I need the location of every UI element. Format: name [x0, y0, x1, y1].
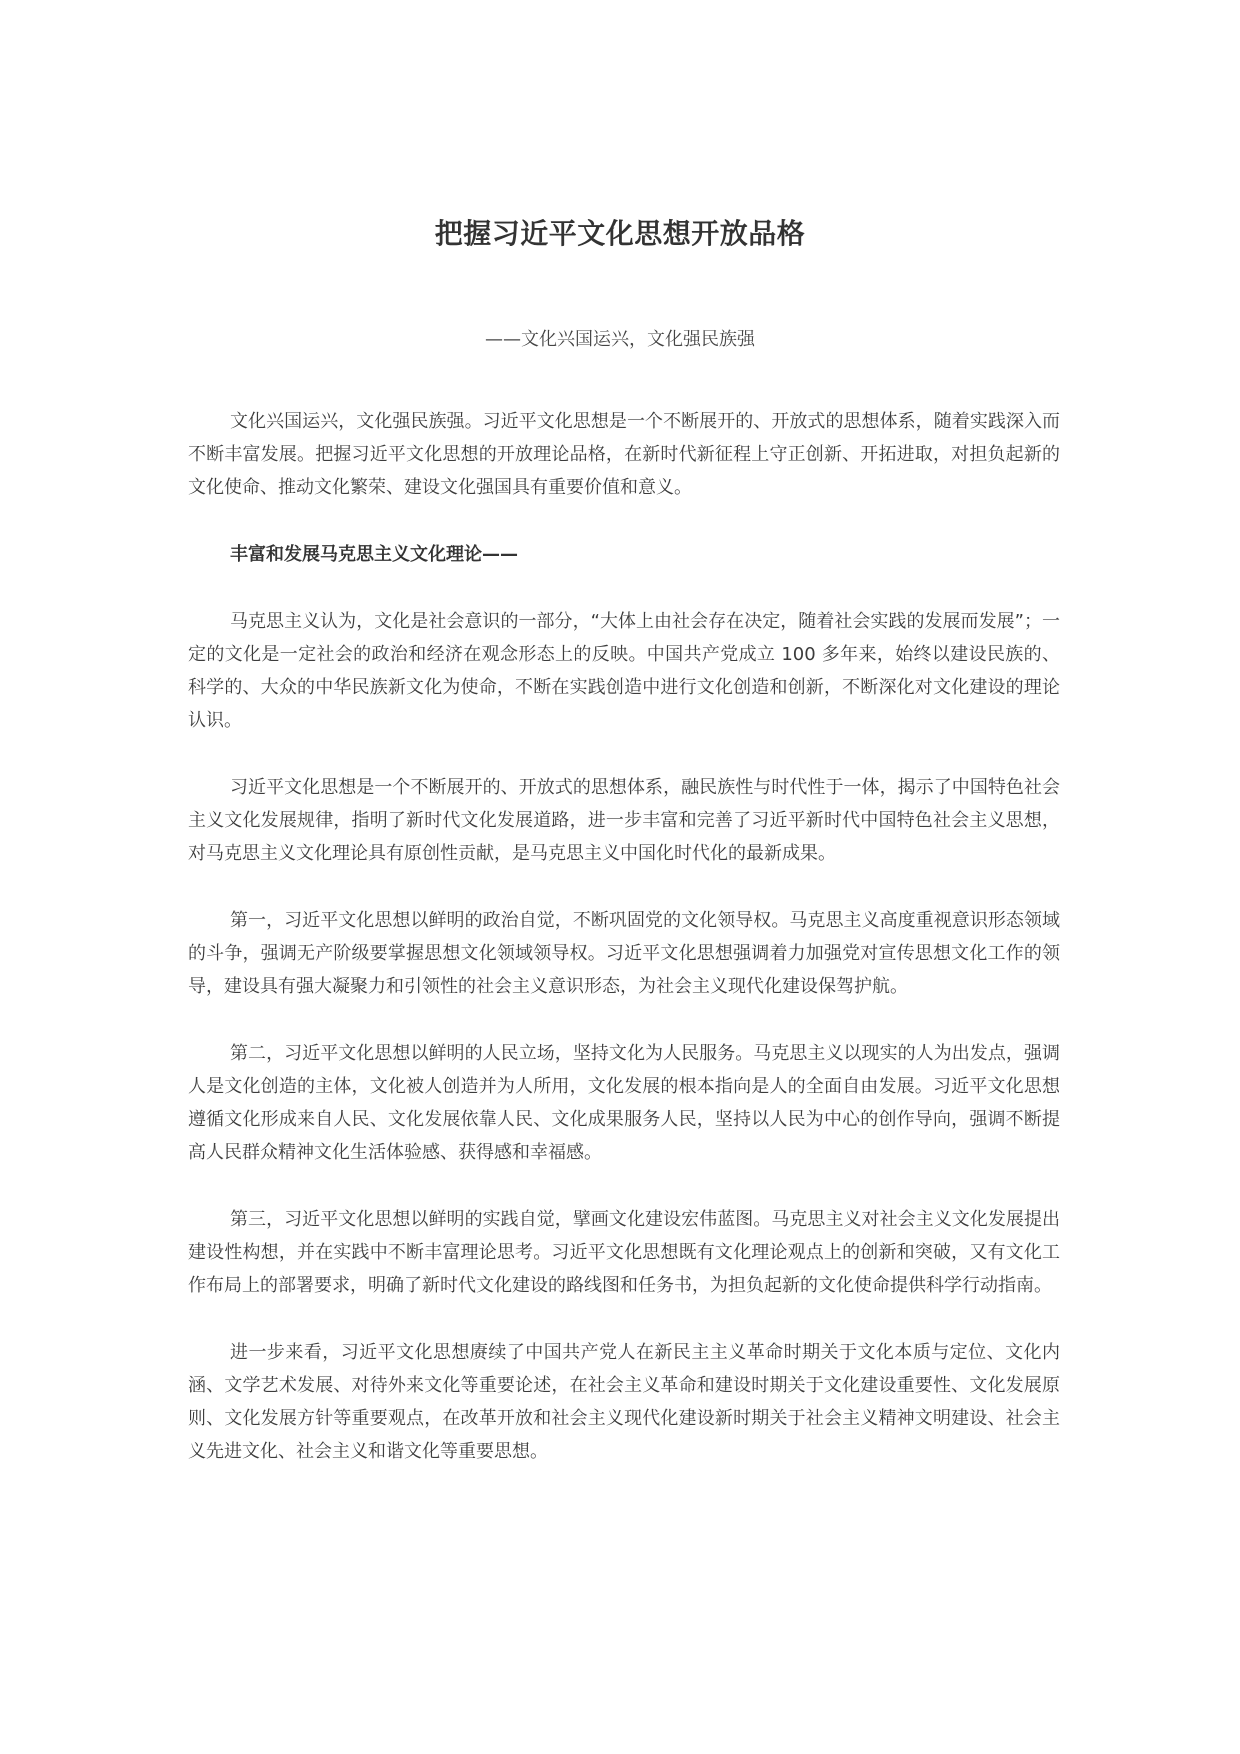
document-subtitle: ——文化兴国运兴，文化强民族强 — [485, 329, 755, 350]
paragraph-marxism: 马克思主义认为，文化是社会意识的一部分，“大体上由社会存在决定，随着社会实践的发展而发展”；一定的文化是一定社会的政治和经济在观念形态上的反映。中国共产党成立 100 多年来，始终以建设民族的、科学的、大众的中华民族新文化为使命，不断在实践创造中进行文化创造和创新，不断深化对文化建设的理论认识。 — [188, 611, 1060, 731]
paragraph-third: 第三，习近平文化思想以鲜明的实践自觉，擘画文化建设宏伟蓝图。马克思主义对社会主义文化发展提出建设性构想，并在实践中不断丰富理论思考。习近平文化思想既有文化理论观点上的创新和突破，又有文化工作布局上的部署要求，明确了新时代文化建设的路线图和任务书，为担负起新的文化使命提供科学行动指南。 — [188, 1209, 1060, 1296]
document-body — [188, 405, 1060, 1502]
document-title: 把握习近平文化思想开放品格 — [434, 217, 806, 250]
paragraph-first: 第一，习近平文化思想以鲜明的政治自觉，不断巩固党的文化领导权。马克思主义高度重视意识形态领域的斗争，强调无产阶级要掌握思想文化领域领导权。习近平文化思想强调着力加强党对宣传思想文化工作的领导，建设具有强大凝聚力和引领性的社会主义意识形态，为社会主义现代化建设保驾护航。 — [188, 910, 1060, 997]
paragraph-further: 进一步来看，习近平文化思想赓续了中国共产党人在新民主主义革命时期关于文化本质与定位、文化内涵、文学艺术发展、对待外来文化等重要论述，在社会主义革命和建设时期关于文化建设重要性、文化发展原则、文化发展方针等重要观点，在改革开放和社会主义现代化建设新时期关于社会主义精神文明建设、社会主义先进文化、社会主义和谐文化等重要思想。 — [188, 1342, 1060, 1462]
paragraph-second: 第二，习近平文化思想以鲜明的人民立场，坚持文化为人民服务。马克思主义以现实的人为出发点，强调人是文化创造的主体，文化被人创造并为人所用，文化发展的根本指向是人的全面自由发展。习近平文化思想遵循文化形成来自人民、文化发展依靠人民、文化成果服务人民，坚持以人民为中心的创作导向，强调不断提高人民群众精神文化生活体验感、获得感和幸福感。 — [188, 1043, 1060, 1163]
section-heading: 丰富和发展马克思主义文化理论—— — [230, 544, 518, 565]
paragraph-intro: 文化兴国运兴，文化强民族强。习近平文化思想是一个不断展开的、开放式的思想体系，随着实践深入而不断丰富发展。把握习近平文化思想的开放理论品格，在新时代新征程上守正创新、开拓进取，对担负起新的文化使命、推动文化繁荣、建设文化强国具有重要价值和意义。 — [188, 411, 1060, 498]
paragraph-open-system: 习近平文化思想是一个不断展开的、开放式的思想体系，融民族性与时代性于一体，揭示了中国特色社会主义文化发展规律，指明了新时代文化发展道路，进一步丰富和完善了习近平新时代中国特色社会主义思想，对马克思主义文化理论具有原创性贡献，是马克思主义中国化时代化的最新成果。 — [188, 777, 1060, 864]
